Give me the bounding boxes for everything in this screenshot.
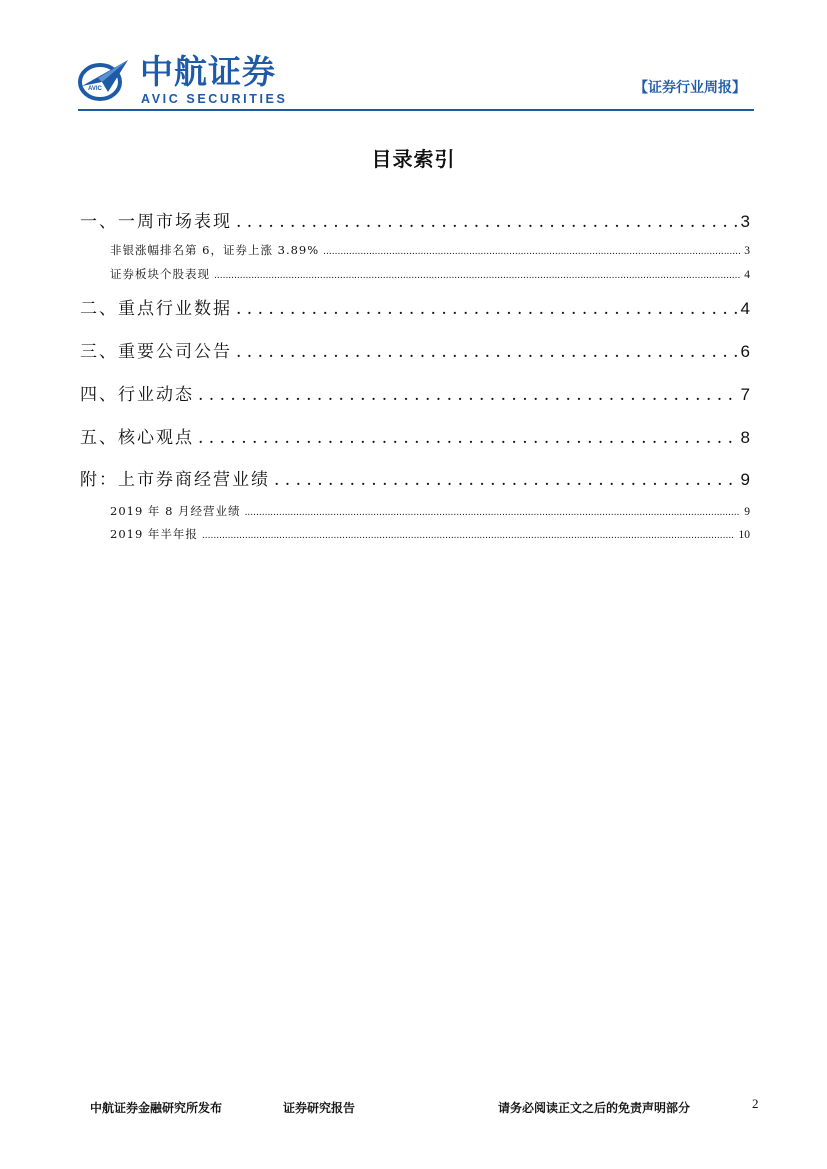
toc-entry[interactable] [80, 337, 750, 362]
toc-dot-leader [236, 299, 737, 319]
toc-dot-leader [274, 470, 737, 490]
toc-entry-text: 三、重要公司公告 [80, 342, 232, 362]
toc-entry-page: 6 [740, 342, 750, 361]
toc-dot-leader [236, 342, 737, 362]
toc-entry-page: 7 [740, 385, 750, 404]
header-divider [78, 109, 754, 111]
toc-subentry[interactable] [110, 266, 750, 282]
toc-entry[interactable] [80, 465, 750, 490]
toc-dot-leader [214, 267, 740, 281]
toc-dot-leader [202, 527, 735, 541]
toc-entry-page: 9 [740, 470, 750, 489]
toc-entry-text: 四、行业动态 [80, 385, 194, 405]
toc-entry-page: 4 [744, 269, 750, 281]
toc-entry[interactable] [80, 423, 750, 448]
toc-entry[interactable] [80, 207, 750, 232]
toc-dot-leader [236, 212, 737, 232]
toc-entry-page: 8 [740, 428, 750, 447]
toc-entry[interactable] [80, 294, 750, 319]
toc-entry-page: 9 [744, 506, 750, 518]
toc-entry-page: 4 [740, 299, 750, 318]
toc-dot-leader [198, 428, 737, 448]
toc-entry[interactable] [80, 380, 750, 405]
toc-entry-text: 2019 年 8 月经营业绩 [110, 504, 241, 518]
toc-dot-leader [198, 385, 737, 405]
toc-title: 目录索引 [371, 147, 456, 171]
toc-subentry[interactable] [110, 242, 750, 258]
toc-entry-text: 2019 年半年报 [110, 527, 198, 541]
page-footer [0, 1093, 827, 1123]
toc-entry-page: 3 [744, 245, 750, 257]
avic-logo-icon [78, 56, 130, 102]
report-type-label: 【证券行业周报】 [634, 80, 746, 96]
footer-disclaimer: 请务必阅读正文之后的免责声明部分 [498, 1101, 691, 1115]
toc-entry-text: 附：上市券商经营业绩 [80, 470, 270, 490]
toc-entry-text: 二、重点行业数据 [80, 299, 232, 319]
toc-entry-text: 证券板块个股表现 [110, 267, 210, 281]
toc-subentry[interactable] [110, 526, 750, 542]
page-header [78, 48, 752, 110]
toc-entry-text: 一、一周市场表现 [80, 212, 232, 232]
toc-entry-page: 10 [738, 529, 750, 541]
toc-subentry[interactable] [110, 503, 750, 519]
footer-publisher: 中航证券金融研究所发布 [90, 1101, 223, 1115]
toc-entry-page: 3 [740, 212, 750, 231]
page-number: 2 [752, 1096, 759, 1111]
brand-name-en: AVIC SECURITIES [141, 92, 288, 106]
toc-dot-leader [323, 243, 740, 257]
toc-entry-text: 五、核心观点 [80, 428, 194, 448]
toc-entry-text: 非银涨幅排名第 6，证券上涨 3.89% [110, 243, 320, 257]
brand-name-cn: 中航证券 [140, 52, 276, 91]
footer-report-kind: 证券研究报告 [283, 1101, 356, 1115]
logo-text: AVIC [88, 86, 102, 92]
toc-dot-leader [245, 504, 741, 518]
